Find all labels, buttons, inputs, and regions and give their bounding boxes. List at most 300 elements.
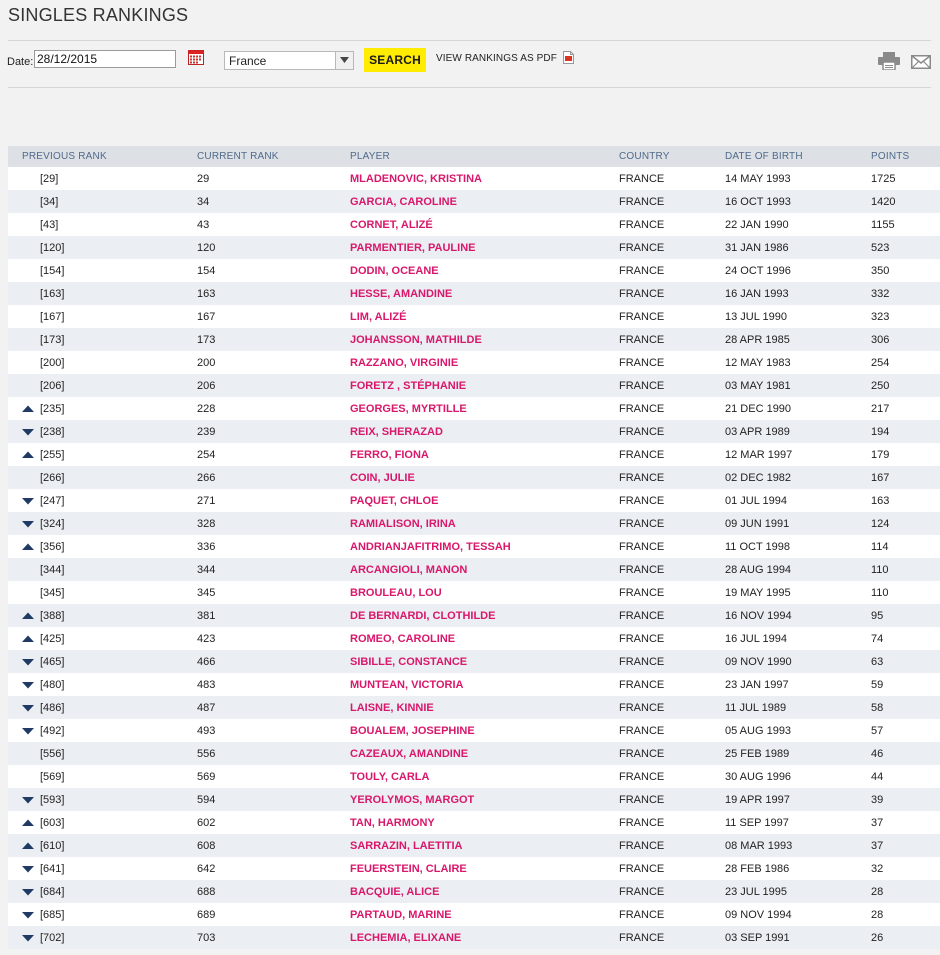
player-name-link[interactable] (350, 259, 619, 282)
current-rank-cell (197, 374, 350, 397)
points-cell (871, 834, 940, 857)
points-cell (871, 673, 940, 696)
previous-rank-cell-text: [345] (40, 586, 65, 599)
date-of-birth-cell-text: 09 JUN 1991 (725, 517, 790, 530)
player-name-link-text[interactable]: RAMIALISON, IRINA (350, 517, 456, 530)
player-name-link-text[interactable]: RAZZANO, VIRGINIE (350, 356, 459, 369)
points-cell-text: 37 (871, 816, 884, 829)
date-label: Date: (7, 56, 34, 68)
current-rank-cell (197, 696, 350, 719)
points-cell-text: 63 (871, 655, 884, 668)
previous-rank-cell (8, 696, 197, 719)
current-rank-cell-text: 239 (197, 425, 216, 438)
date-of-birth-cell-text: 16 NOV 1994 (725, 609, 792, 622)
date-of-birth-cell (725, 834, 871, 857)
country-cell (619, 512, 725, 535)
current-rank-cell-text: 642 (197, 862, 216, 875)
points-cell (871, 489, 940, 512)
date-of-birth-cell (725, 903, 871, 926)
current-rank-cell-text: 154 (197, 264, 216, 277)
table-header-row (8, 146, 940, 167)
previous-rank-cell-text: [641] (40, 862, 65, 875)
previous-rank-cell (8, 236, 197, 259)
current-rank-cell-text: 345 (197, 586, 216, 599)
current-rank-cell (197, 788, 350, 811)
current-rank-cell (197, 880, 350, 903)
previous-rank-cell (8, 581, 197, 604)
search-button[interactable]: SEARCH (364, 48, 426, 72)
points-cell (871, 190, 940, 213)
current-rank-cell-text: 703 (197, 931, 216, 944)
player-name-link[interactable] (350, 443, 619, 466)
player-name-link-text[interactable]: DODIN, OCEANE (350, 264, 439, 277)
current-rank-cell-text: 163 (197, 287, 216, 300)
player-name-link-text[interactable]: PARTAUD, MARINE (350, 908, 452, 921)
date-of-birth-cell (725, 535, 871, 558)
previous-rank-cell-text: [685] (40, 908, 65, 921)
date-of-birth-cell (725, 259, 871, 282)
player-name-link[interactable] (350, 788, 619, 811)
current-rank-cell (197, 673, 350, 696)
player-name-link[interactable] (350, 604, 619, 627)
previous-rank-cell-text: [247] (40, 494, 65, 507)
player-name-link[interactable] (350, 581, 619, 604)
current-rank-cell-text: 688 (197, 885, 216, 898)
player-name-link[interactable] (350, 328, 619, 351)
player-name-link-text[interactable]: LIM, ALIZÉ (350, 310, 407, 323)
date-of-birth-cell (725, 466, 871, 489)
points-cell-text: 39 (871, 793, 884, 806)
previous-rank-cell (8, 351, 197, 374)
player-name-link[interactable] (350, 213, 619, 236)
player-name-link-text[interactable]: COIN, JULIE (350, 471, 415, 484)
previous-rank-cell (8, 627, 197, 650)
date-of-birth-cell (725, 558, 871, 581)
points-cell-text: 194 (871, 425, 890, 438)
player-name-link[interactable] (350, 305, 619, 328)
current-rank-cell-text: 487 (197, 701, 216, 714)
country-cell-text: FRANCE (619, 586, 665, 599)
header-date-of-birth: DATE OF BIRTH (725, 146, 871, 167)
points-cell (871, 742, 940, 765)
points-cell-text: 250 (871, 379, 890, 392)
previous-rank-cell-text: [206] (40, 379, 65, 392)
player-name-link-text[interactable]: PARMENTIER, PAULINE (350, 241, 476, 254)
player-name-link-text[interactable]: FORETZ , STÉPHANIE (350, 379, 467, 392)
table-row (8, 581, 940, 604)
previous-rank-cell (8, 811, 197, 834)
player-name-link-text[interactable]: LECHEMIA, ELIXANE (350, 931, 462, 944)
current-rank-cell-text: 328 (197, 517, 216, 530)
previous-rank-cell-text: [43] (40, 218, 59, 231)
player-name-link-text[interactable]: ANDRIANJAFITRIMO, TESSAH (350, 540, 511, 553)
date-of-birth-cell-text: 03 MAY 1981 (725, 379, 791, 392)
player-name-link[interactable] (350, 190, 619, 213)
player-name-link-text[interactable]: TOULY, CARLA (350, 770, 430, 783)
country-cell (619, 834, 725, 857)
points-cell-text: 179 (871, 448, 890, 461)
player-name-link[interactable] (350, 765, 619, 788)
previous-rank-cell-text: [344] (40, 563, 65, 576)
previous-rank-cell-text: [480] (40, 678, 65, 691)
table-row (8, 397, 940, 420)
country-cell-text: FRANCE (619, 885, 665, 898)
player-name-link-text[interactable]: CORNET, ALIZÉ (350, 218, 433, 231)
date-of-birth-cell (725, 696, 871, 719)
table-row (8, 328, 940, 351)
date-of-birth-cell (725, 374, 871, 397)
date-of-birth-cell-text: 16 JUL 1994 (725, 632, 787, 645)
player-name-link[interactable] (350, 512, 619, 535)
header-current-rank: CURRENT RANK (197, 146, 350, 167)
player-name-link-text[interactable]: CAZEAUX, AMANDINE (350, 747, 469, 760)
player-name-link-text[interactable]: SARRAZIN, LAETITIA (350, 839, 463, 852)
player-name-link-text[interactable]: HESSE, AMANDINE (350, 287, 453, 300)
country-cell-text: FRANCE (619, 425, 665, 438)
player-name-link[interactable] (350, 650, 619, 673)
date-of-birth-cell (725, 397, 871, 420)
player-name-link[interactable] (350, 489, 619, 512)
points-cell (871, 765, 940, 788)
country-cell-text: FRANCE (619, 218, 665, 231)
points-cell (871, 535, 940, 558)
date-of-birth-cell (725, 719, 871, 742)
date-of-birth-cell-text: 14 MAY 1993 (725, 172, 791, 185)
country-select[interactable] (224, 51, 354, 70)
date-of-birth-cell (725, 765, 871, 788)
previous-rank-cell-text: [569] (40, 770, 65, 783)
previous-rank-cell-text: [425] (40, 632, 65, 645)
points-cell (871, 328, 940, 351)
points-cell (871, 558, 940, 581)
previous-rank-cell-text: [465] (40, 655, 65, 668)
player-name-link-text[interactable]: BOUALEM, JOSEPHINE (350, 724, 475, 737)
points-cell (871, 305, 940, 328)
arrow-down-icon (22, 427, 34, 435)
table-row (8, 512, 940, 535)
player-name-link-text[interactable]: GEORGES, MYRTILLE (350, 402, 467, 415)
current-rank-cell-text: 569 (197, 770, 216, 783)
country-cell-text: FRANCE (619, 264, 665, 277)
points-cell-text: 58 (871, 701, 884, 714)
player-name-link-text[interactable]: MLADENOVIC, KRISTINA (350, 172, 482, 185)
current-rank-cell-text: 266 (197, 471, 216, 484)
date-of-birth-cell (725, 857, 871, 880)
view-pdf-link[interactable]: VIEW RANKINGS AS PDF (436, 53, 557, 64)
player-name-link[interactable] (350, 857, 619, 880)
player-name-link[interactable] (350, 673, 619, 696)
country-cell-text: FRANCE (619, 632, 665, 645)
arrow-up-icon (22, 542, 34, 550)
arrow-up-icon (22, 634, 34, 642)
player-name-link-text[interactable]: FERRO, FIONA (350, 448, 429, 461)
player-name-link[interactable] (350, 535, 619, 558)
previous-rank-cell-text: [492] (40, 724, 65, 737)
player-name-link[interactable] (350, 397, 619, 420)
date-input[interactable] (34, 50, 176, 68)
player-name-link[interactable] (350, 903, 619, 926)
arrow-down-icon (22, 519, 34, 527)
previous-rank-cell (8, 903, 197, 926)
date-of-birth-cell-text: 22 JAN 1990 (725, 218, 789, 231)
country-cell-text: FRANCE (619, 862, 665, 875)
arrow-down-icon (22, 910, 34, 918)
previous-rank-cell-text: [238] (40, 425, 65, 438)
points-cell (871, 420, 940, 443)
country-cell-text: FRANCE (619, 287, 665, 300)
country-cell-text: FRANCE (619, 195, 665, 208)
player-name-link[interactable] (350, 696, 619, 719)
current-rank-cell (197, 213, 350, 236)
arrow-up-icon (22, 841, 34, 849)
previous-rank-cell (8, 374, 197, 397)
country-select-value: France (229, 54, 267, 68)
player-name-link-text[interactable]: BACQUIE, ALICE (350, 885, 440, 898)
arrow-down-icon (22, 657, 34, 665)
header-country: COUNTRY (619, 146, 725, 167)
date-of-birth-cell-text: 30 AUG 1996 (725, 770, 792, 783)
chevron-down-icon[interactable] (335, 52, 353, 69)
previous-rank-cell (8, 328, 197, 351)
country-cell-text: FRANCE (619, 678, 665, 691)
table-row (8, 213, 940, 236)
arrow-down-icon (22, 933, 34, 941)
previous-rank-cell-text: [120] (40, 241, 65, 254)
date-of-birth-cell (725, 627, 871, 650)
player-name-link[interactable] (350, 558, 619, 581)
arrow-up-icon (22, 404, 34, 412)
current-rank-cell-text: 120 (197, 241, 216, 254)
previous-rank-cell (8, 535, 197, 558)
current-rank-cell (197, 627, 350, 650)
player-name-link[interactable] (350, 236, 619, 259)
arrow-down-icon (22, 726, 34, 734)
country-cell (619, 305, 725, 328)
previous-rank-cell (8, 512, 197, 535)
table-row (8, 282, 940, 305)
points-cell-text: 523 (871, 241, 890, 254)
points-cell (871, 397, 940, 420)
player-name-link-text[interactable]: LAISNE, KINNIE (350, 701, 434, 714)
current-rank-cell-text: 173 (197, 333, 216, 346)
date-of-birth-cell-text: 02 DEC 1982 (725, 471, 792, 484)
table-row (8, 535, 940, 558)
player-name-link-text[interactable]: ROMEO, CAROLINE (350, 632, 456, 645)
mail-icon[interactable] (911, 55, 931, 74)
print-icon[interactable] (878, 52, 900, 75)
previous-rank-cell-text: [34] (40, 195, 59, 208)
country-cell (619, 650, 725, 673)
table-row (8, 236, 940, 259)
points-cell (871, 259, 940, 282)
country-cell-text: FRANCE (619, 701, 665, 714)
date-of-birth-cell (725, 811, 871, 834)
calendar-icon[interactable] (188, 50, 204, 65)
date-of-birth-cell (725, 880, 871, 903)
player-name-link[interactable] (350, 374, 619, 397)
table-row (8, 650, 940, 673)
player-name-link-text[interactable]: GARCIA, CAROLINE (350, 195, 457, 208)
previous-rank-cell (8, 834, 197, 857)
country-cell (619, 903, 725, 926)
player-name-link[interactable] (350, 834, 619, 857)
country-cell (619, 742, 725, 765)
player-name-link[interactable] (350, 811, 619, 834)
date-of-birth-cell-text: 03 APR 1989 (725, 425, 790, 438)
country-cell (619, 857, 725, 880)
previous-rank-cell-text: [154] (40, 264, 65, 277)
table-row (8, 857, 940, 880)
points-cell (871, 282, 940, 305)
points-cell-text: 28 (871, 885, 884, 898)
previous-rank-cell-text: [603] (40, 816, 65, 829)
points-cell-text: 167 (871, 471, 890, 484)
arrow-down-icon (22, 496, 34, 504)
date-of-birth-cell-text: 16 OCT 1993 (725, 195, 791, 208)
date-of-birth-cell (725, 512, 871, 535)
previous-rank-cell (8, 719, 197, 742)
current-rank-cell (197, 512, 350, 535)
points-cell (871, 213, 940, 236)
country-cell-text: FRANCE (619, 448, 665, 461)
country-cell (619, 811, 725, 834)
current-rank-cell-text: 167 (197, 310, 216, 323)
previous-rank-cell (8, 742, 197, 765)
player-name-link-text[interactable]: BROULEAU, LOU (350, 586, 442, 599)
points-cell (871, 512, 940, 535)
player-name-link[interactable] (350, 351, 619, 374)
title-divider (8, 40, 931, 41)
previous-rank-cell-text: [167] (40, 310, 65, 323)
points-cell-text: 254 (871, 356, 890, 369)
table-row (8, 466, 940, 489)
player-name-link-text[interactable]: PAQUET, CHLOE (350, 494, 439, 507)
previous-rank-cell (8, 213, 197, 236)
points-cell (871, 604, 940, 627)
current-rank-cell (197, 742, 350, 765)
player-name-link[interactable] (350, 627, 619, 650)
points-cell-text: 110 (871, 586, 889, 599)
header-previous-rank: PREVIOUS RANK (8, 146, 197, 167)
points-cell-text: 59 (871, 678, 884, 691)
points-cell-text: 124 (871, 517, 890, 530)
current-rank-cell (197, 351, 350, 374)
points-cell-text: 217 (871, 402, 890, 415)
points-cell (871, 627, 940, 650)
date-of-birth-cell (725, 351, 871, 374)
date-of-birth-cell (725, 673, 871, 696)
table-row (8, 604, 940, 627)
points-cell (871, 650, 940, 673)
player-name-link-text[interactable]: FEUERSTEIN, CLAIRE (350, 862, 467, 875)
player-name-link-text[interactable]: ARCANGIOLI, MANON (350, 563, 468, 576)
country-cell (619, 213, 725, 236)
date-of-birth-cell-text: 19 MAY 1995 (725, 586, 791, 599)
date-of-birth-cell (725, 282, 871, 305)
current-rank-cell (197, 926, 350, 949)
player-name-link[interactable] (350, 742, 619, 765)
player-name-link[interactable] (350, 719, 619, 742)
current-rank-cell (197, 834, 350, 857)
player-name-link[interactable] (350, 420, 619, 443)
table-row (8, 351, 940, 374)
pdf-icon[interactable] (563, 51, 574, 69)
table-row (8, 834, 940, 857)
previous-rank-cell-text: [610] (40, 839, 65, 852)
current-rank-cell-text: 43 (197, 218, 210, 231)
country-cell-text: FRANCE (619, 609, 665, 622)
date-of-birth-cell-text: 12 MAR 1997 (725, 448, 793, 461)
player-name-link[interactable] (350, 880, 619, 903)
country-cell-text: FRANCE (619, 816, 665, 829)
table-row (8, 811, 940, 834)
player-name-link[interactable] (350, 167, 619, 190)
country-cell (619, 190, 725, 213)
country-cell (619, 673, 725, 696)
country-cell (619, 397, 725, 420)
current-rank-cell (197, 282, 350, 305)
points-cell-text: 163 (871, 494, 890, 507)
country-cell (619, 236, 725, 259)
table-row (8, 765, 940, 788)
current-rank-cell (197, 397, 350, 420)
points-cell-text: 95 (871, 609, 884, 622)
current-rank-cell-text: 423 (197, 632, 216, 645)
previous-rank-cell-text: [29] (40, 172, 59, 185)
player-name-link-text[interactable]: REIX, SHERAZAD (350, 425, 443, 438)
current-rank-cell (197, 305, 350, 328)
current-rank-cell-text: 271 (197, 494, 216, 507)
player-name-link-text[interactable]: DE BERNARDI, CLOTHILDE (350, 609, 496, 622)
date-of-birth-cell (725, 190, 871, 213)
player-name-link-text[interactable]: YEROLYMOS, MARGOT (350, 793, 475, 806)
previous-rank-cell (8, 397, 197, 420)
previous-rank-cell-text: [266] (40, 471, 65, 484)
date-of-birth-cell-text: 05 AUG 1993 (725, 724, 792, 737)
player-name-link[interactable] (350, 926, 619, 949)
previous-rank-cell (8, 673, 197, 696)
previous-rank-cell (8, 282, 197, 305)
date-of-birth-cell-text: 11 OCT 1998 (725, 540, 791, 553)
previous-rank-cell-text: [684] (40, 885, 65, 898)
country-cell-text: FRANCE (619, 402, 665, 415)
points-cell-text: 1420 (871, 195, 896, 208)
previous-rank-cell-text: [702] (40, 931, 65, 944)
player-name-link[interactable] (350, 466, 619, 489)
player-name-link-text[interactable]: JOHANSSON, MATHILDE (350, 333, 482, 346)
country-cell-text: FRANCE (619, 379, 665, 392)
table-row (8, 673, 940, 696)
points-cell-text: 350 (871, 264, 890, 277)
country-cell (619, 282, 725, 305)
current-rank-cell (197, 558, 350, 581)
points-cell-text: 44 (871, 770, 884, 783)
player-name-link-text[interactable]: MUNTEAN, VICTORIA (350, 678, 464, 691)
previous-rank-cell-text: [255] (40, 448, 65, 461)
country-cell (619, 351, 725, 374)
player-name-link-text[interactable]: SIBILLE, CONSTANCE (350, 655, 468, 668)
player-name-link-text[interactable]: TAN, HARMONY (350, 816, 435, 829)
previous-rank-cell-text: [324] (40, 517, 65, 530)
date-of-birth-cell (725, 581, 871, 604)
points-cell (871, 581, 940, 604)
points-cell-text: 26 (871, 931, 884, 944)
current-rank-cell (197, 811, 350, 834)
arrow-down-icon (22, 680, 34, 688)
player-name-link[interactable] (350, 282, 619, 305)
previous-rank-cell-text: [556] (40, 747, 65, 760)
current-rank-cell (197, 535, 350, 558)
